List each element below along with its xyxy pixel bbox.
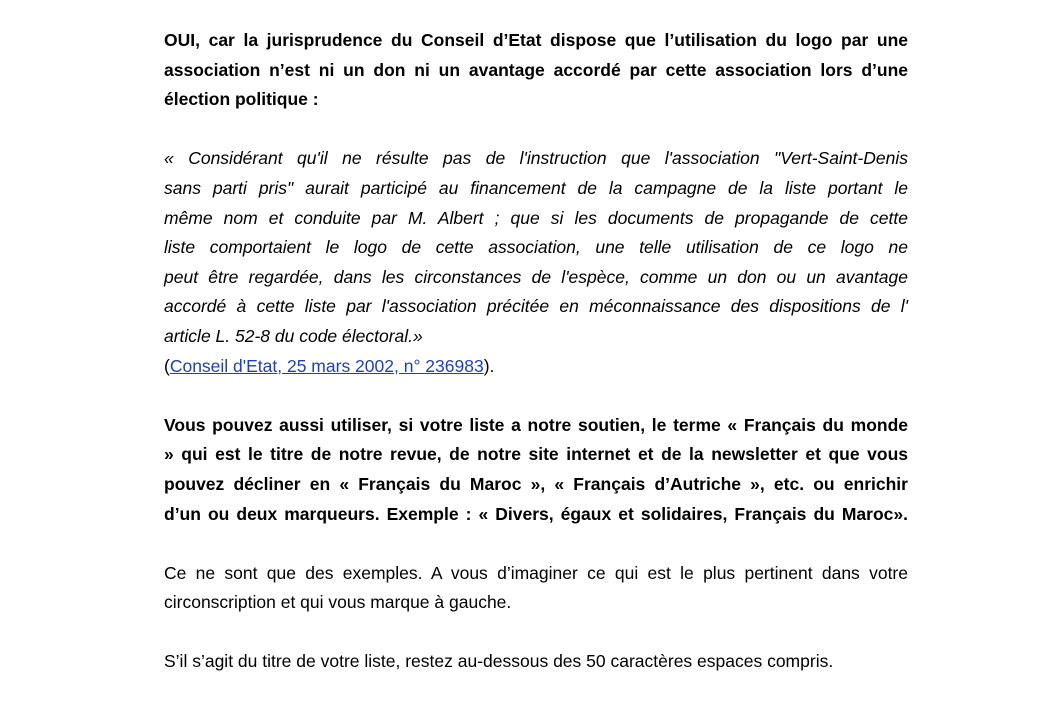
francais-du-monde-paragraph (164, 411, 908, 529)
text-line: circonscription et qui vous marque à gauche. (164, 592, 512, 613)
document-page (164, 26, 908, 707)
text-line: S’il s’agit du titre de votre liste, restez au-dessous des 50 caractères espaces compris. (164, 651, 834, 672)
citation-close: ). (483, 355, 495, 376)
text-line: pouvez décliner en « Français du Maroc », « Français d’Autriche », etc. ou enrichir (164, 473, 908, 494)
text-line: » qui est le titre de notre revue, de notre site internet et de la newsletter et que vous (164, 444, 908, 465)
title-length-paragraph (164, 647, 908, 677)
text-line: élection politique : (164, 89, 319, 110)
jurisprudence-quote (164, 144, 908, 381)
quote-line: peut être regardée, dans les circonstances de l'espèce, comme un don ou un avantage (164, 266, 908, 287)
quote-line: même nom et conduite par M. Albert ; que si les documents de propagande de cette (164, 207, 908, 228)
quote-line: article L. 52-8 du code électoral.» (164, 325, 423, 346)
text-line: association n’est ni un don ni un avantage accordé par cette association lors d’une (164, 59, 908, 80)
text-line: OUI, car la jurisprudence du Conseil d’Etat dispose que l’utilisation du logo par une (164, 30, 908, 50)
text-line: d’un ou deux marqueurs. Exemple : « Divers, égaux et solidaires, Français du Maroc». (164, 503, 908, 524)
citation-open: ( (164, 355, 170, 376)
text-line: Ce ne sont que des exemples. A vous d’imaginer ce qui est le plus pertinent dans votre (164, 562, 908, 583)
answer-paragraph (164, 26, 908, 115)
conseil-etat-decision-link[interactable]: Conseil d'Etat, 25 mars 2002, n° 236983 (169, 355, 484, 376)
quote-line: accordé à cette liste par l'association précitée en méconnaissance des dispositions de l' (164, 296, 908, 317)
examples-paragraph (164, 559, 908, 618)
text-line: Vous pouvez aussi utiliser, si votre liste a notre soutien, le terme « Français du monde (164, 414, 908, 435)
quote-line: sans parti pris" aurait participé au financement de la campagne de la liste portant le (164, 177, 908, 198)
quote-line: « Considérant qu'il ne résulte pas de l'instruction que l'association "Vert-Saint-Denis (164, 148, 908, 169)
citation (164, 352, 908, 382)
quote-line: liste comportaient le logo de cette association, une telle utilisation de ce logo ne (164, 237, 908, 258)
